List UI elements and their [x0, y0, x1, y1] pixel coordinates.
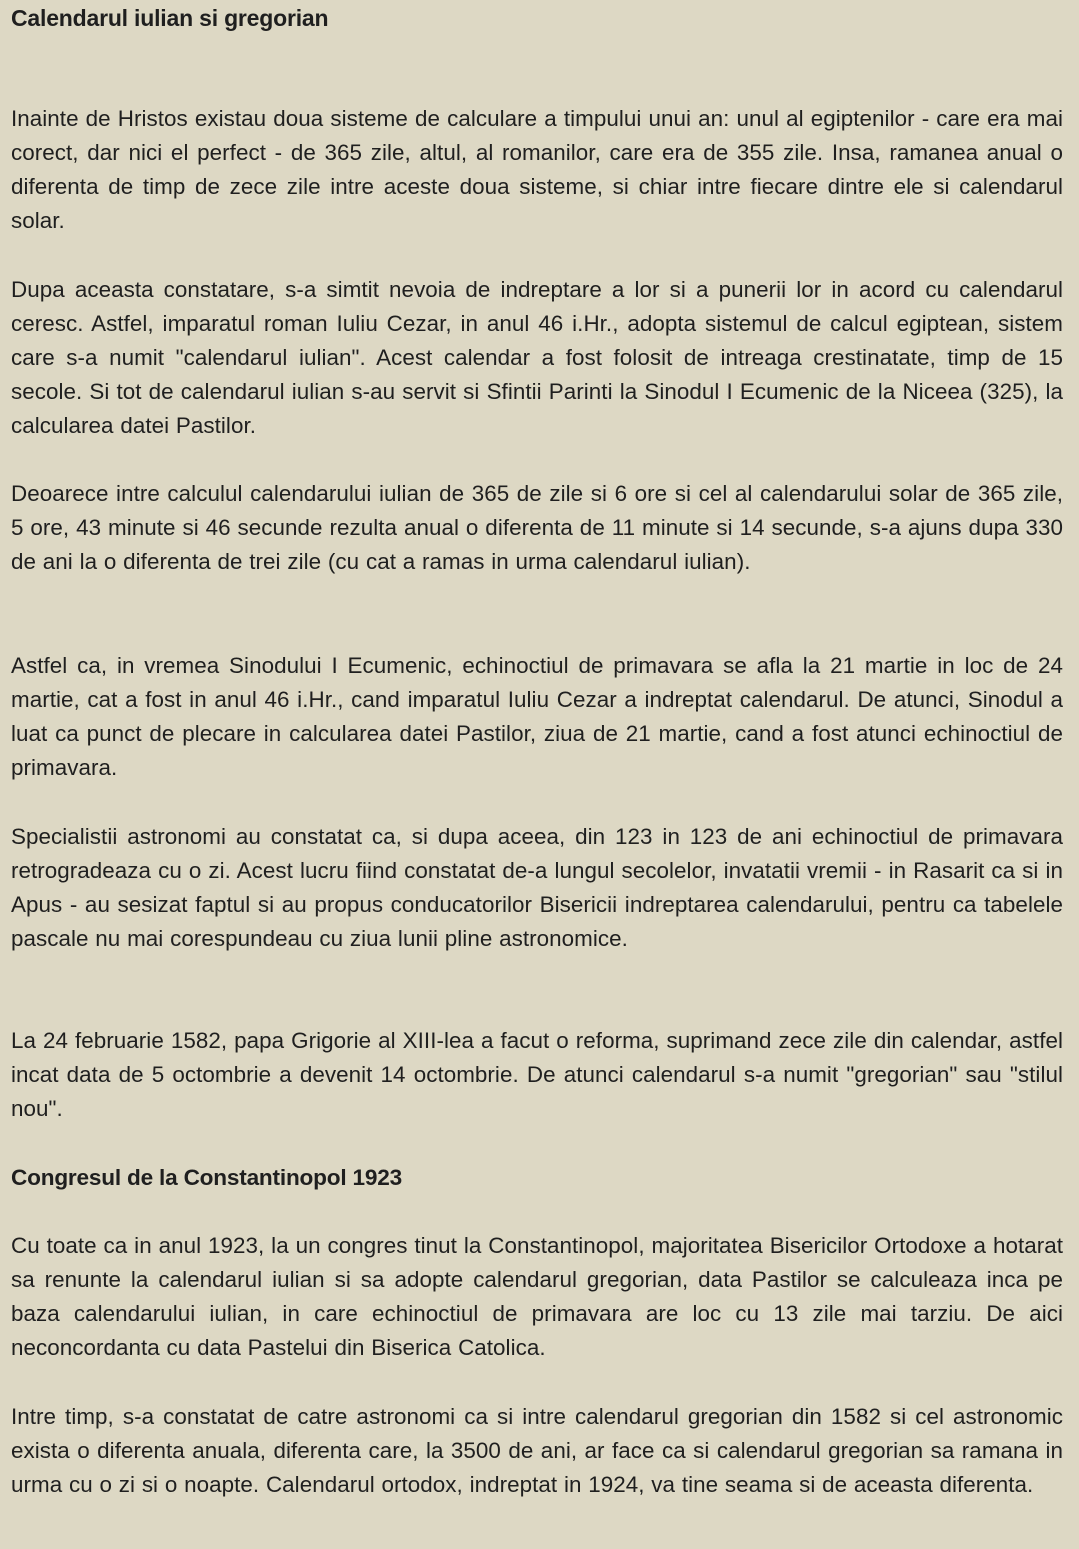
paragraph-congress-1923: Cu toate ca in anul 1923, la un congres tinut la Constantinopol, majoritatea Bisericilor Ortodoxe a hotarat sa renunte la calendarul iulian si sa adopte calendarul gregorian, data Pastilor se calculeaza inca pe baza calendarului iulian, in care echinoctiul de primavara are loc cu 13 zile mai tarziu. De aici neconcordanta cu data Pastelui din Biserica Catolica.: [11, 1233, 1063, 1360]
paragraph-astronomic-difference: Intre timp, s-a constatat de catre astronomi ca si intre calendarul gregorian din 1582 si cel astronomic exista o diferenta anuala, diferenta care, la 3500 de ani, ar face ca si calendarul gregorian sa ramana in urma cu o zi si o noapte. Calendarul ortodox, indreptat in 1924, va tine seama si de aceasta diferenta.: [11, 1404, 1063, 1497]
paragraph-astronomers: Specialistii astronomi au constatat ca, si dupa aceea, din 123 in 123 de ani echinoctiul de primavara retrogradeaza cu o zi. Acest lucru fiind constatat de-a lungul secolelor, invatatii vremii - in Rasarit ca si in Apus - au sesizat faptul si au propus conducatorilor Bisericii indreptarea calendarului, pentru ca tabelele pascale nu mai corespundeau cu ziua lunii pline astronomice.: [11, 824, 1063, 951]
paragraph-julian-calendar: Dupa aceasta constatare, s-a simtit nevoia de indreptare a lor si a punerii lor in acord cu calendarul ceresc. Astfel, imparatul roman Iuliu Cezar, in anul 46 i.Hr., adopta sistemul de calcul egiptean, sistem care s-a numit "calendarul iulian". Acest calendar a fost folosit de intreaga crestinatate, timp de 15 secole. Si tot de calendarul iulian s-au servit si Sfintii Parinti la Sinodul I Ecumenic de la Niceea (325), la calcularea datei Pastilor.: [11, 277, 1063, 438]
document-title: Calendarul iulian si gregorian: [11, 5, 329, 31]
paragraph-annual-difference: Deoarece intre calculul calendarului iulian de 365 de zile si 6 ore si cel al calendarului solar de 365 zile, 5 ore, 43 minute si 46 secunde rezulta anual o diferenta de 11 minute si 14 secunde, s-a ajuns dupa 330 de ani la o diferenta de trei zile (cu cat a ramas in urma calendarul iulian).: [11, 481, 1063, 574]
section-heading-constantinople: Congresul de la Constantinopol 1923: [11, 1165, 402, 1190]
paragraph-two-systems: Inainte de Hristos existau doua sisteme de calculare a timpului unui an: unul al egiptenilor - care era mai corect, dar nici el perfect - de 365 zile, altul, al romanilor, care era de 355 zile. Insa, ramanea anual o diferenta de timp de zece zile intre aceste doua sisteme, si chiar intre fiecare dintre ele si calendarul solar.: [11, 106, 1063, 233]
paragraph-gregorian-reform: La 24 februarie 1582, papa Grigorie al XIII-lea a facut o reforma, suprimand zece zile din calendar, astfel incat data de 5 octombrie a devenit 14 octombrie. De atunci calendarul s-a numit "gregorian" sau "stilul nou".: [11, 1028, 1063, 1121]
paragraph-equinox: Astfel ca, in vremea Sinodului I Ecumenic, echinoctiul de primavara se afla la 21 martie in loc de 24 martie, cat a fost in anul 46 i.Hr., cand imparatul Iuliu Cezar a indreptat calendarul. De atunci, Sinodul a luat ca punct de plecare in calcularea datei Pastilor, ziua de 21 martie, cand a fost atunci echinoctiul de primavara.: [11, 653, 1063, 780]
